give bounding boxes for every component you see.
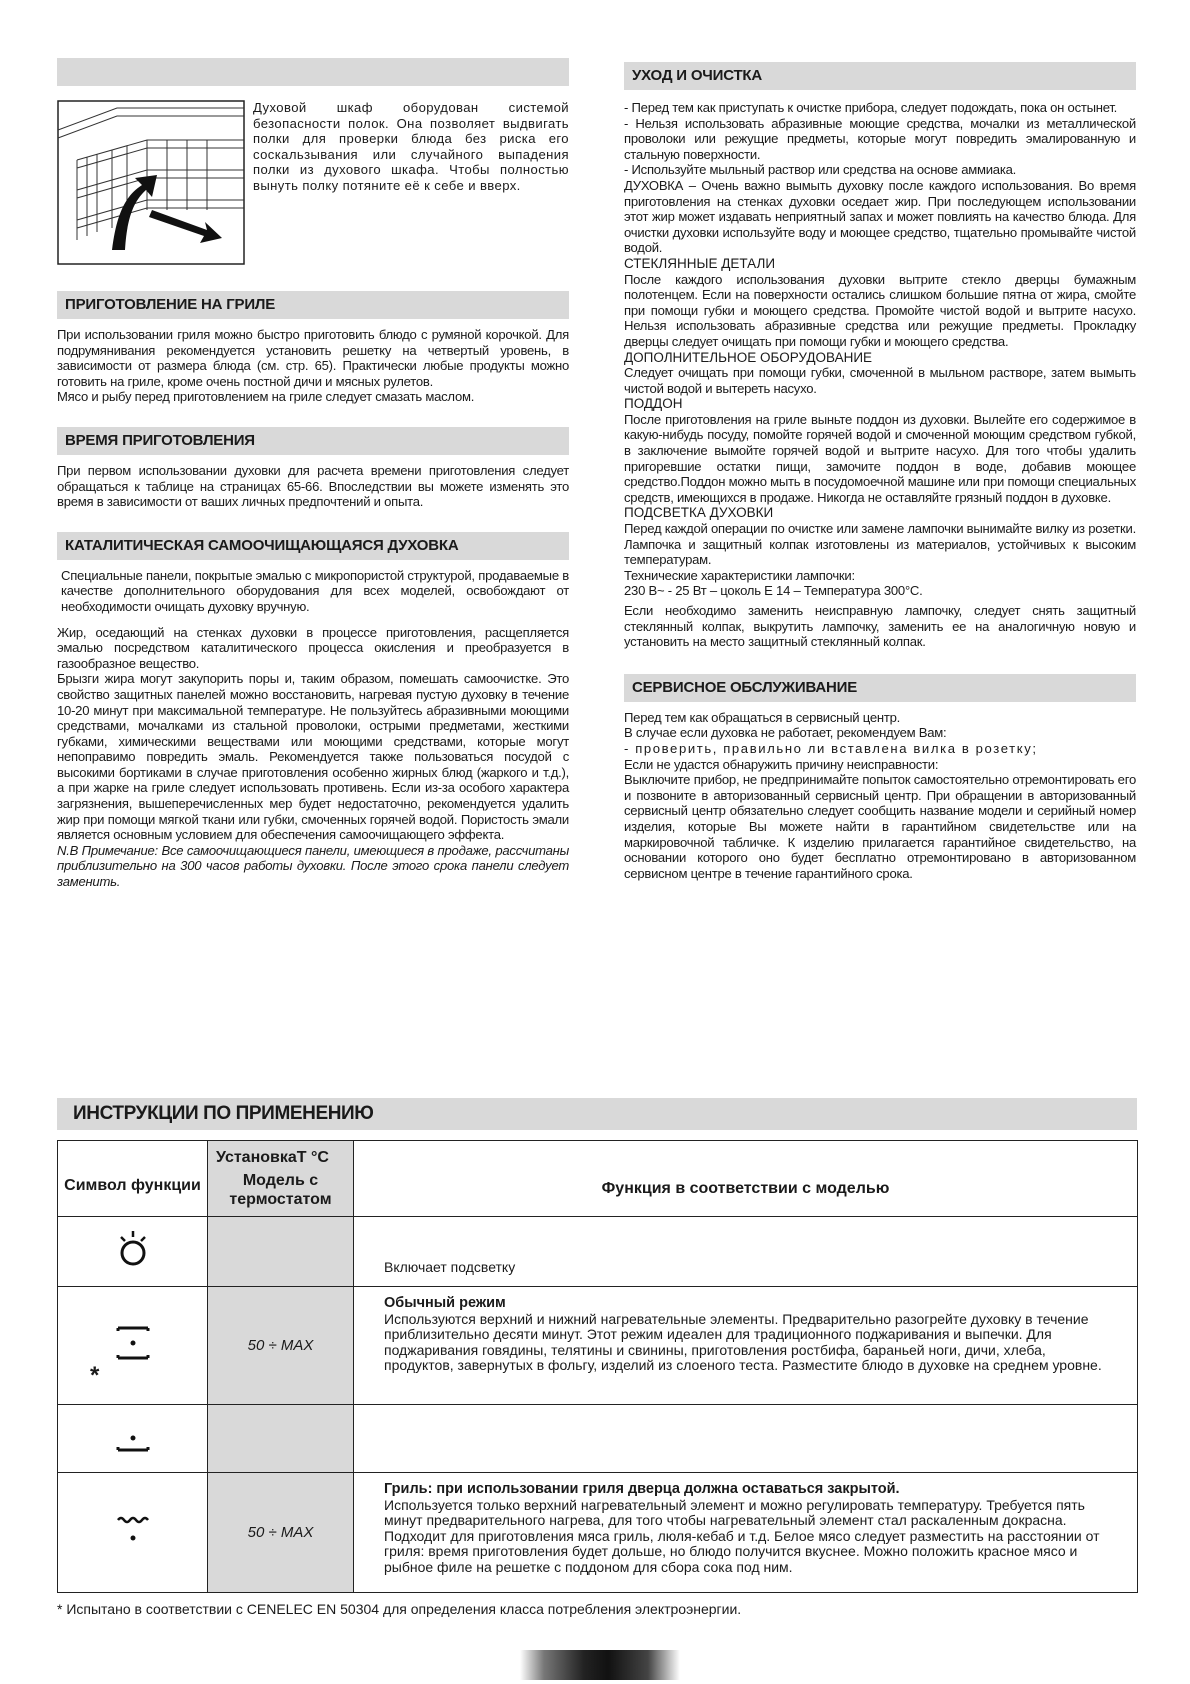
catalytic-section bbox=[57, 532, 569, 890]
function-title: Обычный режим bbox=[384, 1295, 506, 1311]
catalytic-paragraph-1: Специальные панели, покрытые эмалью с микропористой структурой, продаваемые в качестве дополнительного оборудования для всех моделей, освобождают от необходимости очищать духовку вручную. bbox=[61, 567, 569, 614]
instructions-title: ИНСТРУКЦИИ ПО ПРИМЕНЕНИЮ bbox=[57, 1098, 1137, 1130]
symbol-cell bbox=[58, 1217, 208, 1287]
shelf-safety-block bbox=[57, 100, 569, 265]
tray-paragraph: После приготовления на гриле выньте поддон из духовки. Вылейте его содержимое в какую-нибудь посуду, помойте горячей водой и смоченной моющим средством губкой, в заключение вымойте горячей водой и вытрите насухо. Для того чтобы удалить пригоревшие остатки пищи, замочите поддон в воде, добавив моющее средство.Поддон можно мыть в посудомоечной машине или при помощи специальных средств, имеющихся в продаже. Никогда не оставляйте грязный поддон в духовке. bbox=[624, 411, 1136, 505]
accessories-paragraph: Следует очищать при помощи губки, смоченной в мыльном растворе, затем вымыть чистой водой и вытереть насухо. bbox=[624, 365, 1136, 396]
setting-cell bbox=[208, 1217, 354, 1287]
service-line-4: Если не удастся обнаружить причину неисправности: bbox=[624, 756, 939, 772]
time-title: ВРЕМЯ ПРИГОТОВЛЕНИЯ bbox=[57, 427, 569, 455]
table-row bbox=[58, 1405, 1138, 1473]
bottom-heat-icon bbox=[113, 1416, 153, 1456]
care-paragraph-2: - Нельзя использовать абразивные моющие средства, мочалки из металлической проволоки или режущие предметы, которые могут повредить эмалированную и стальную поверхности. bbox=[624, 115, 1136, 162]
accessories-subtitle: ДОПОЛНИТЕЛЬНОЕ ОБОРУДОВАНИЕ bbox=[624, 349, 873, 365]
light-paragraph: Перед каждой операции по очистке или замене лампочки вынимайте вилку из розетки. Лампочка и защитный колпак изготовлены из материалов, устойчивых к высоким температурам. bbox=[624, 521, 1136, 568]
glass-subtitle: СТЕКЛЯННЫЕ ДЕТАЛИ bbox=[624, 255, 776, 271]
service-line-3: - проверить, правильно ли вставлена вилка в розетку; bbox=[624, 740, 1038, 756]
right-column bbox=[624, 62, 1136, 881]
care-paragraph-1: - Перед тем как приступать к очистке прибора, следует подождать, пока он остынет. bbox=[624, 100, 1118, 115]
setting-cell bbox=[208, 1405, 354, 1473]
grill-section bbox=[57, 291, 569, 405]
care-body bbox=[624, 100, 1136, 650]
grill-paragraph-1: При использовании гриля можно быстро приготовить блюдо с румяной корочкой. Для подрумянивания рекомендуется установить решетку на четвертый уровень, в зависимости от размера блюда (см. стр. 65). Практически любые продукты можно готовить на гриле, кроме очень постной дичи и мясных рулетов. bbox=[57, 327, 569, 389]
care-title: УХОД И ОЧИСТКА bbox=[624, 62, 1136, 90]
function-cell bbox=[354, 1473, 1138, 1593]
setting-cell: 50 ÷ MAX bbox=[208, 1473, 354, 1593]
header-setting: УстановкаT °C Модель с термостатом bbox=[208, 1141, 354, 1217]
lamp-specs: 230 В~ - 25 Вт – цоколь Е 14 – Температура 300°C. bbox=[624, 583, 923, 599]
header-symbol: Символ функции bbox=[58, 1141, 208, 1217]
function-cell bbox=[354, 1287, 1138, 1405]
service-paragraph: Выключите прибор, не предпринимайте попыток самостоятельно отремонтировать его и позвоните в авторизованный сервисный центр. При обращении в авторизованный сервисный центр обязательно следует сообщить название модели и серийный номер изделия, которые Вы можете найти в гарантийном свидетельстве или на маркировочной табличке. К изделию прилагается гарантийное свидетельство, на основании которого оно будет бесплатно отремонтировано в авторизованном сервисном центре в течение гарантийного срока. bbox=[624, 772, 1136, 881]
service-line-1: Перед тем как обращаться в сервисный центр. bbox=[624, 709, 901, 725]
table-header-row bbox=[58, 1141, 1138, 1217]
footnote: * Испытано в соответствии с CENELEC EN 50304 для определения класса потребления электроэнергии. bbox=[57, 1601, 742, 1617]
catalytic-note: N.B Примечание: Все самоочищающиеся панели, имеющиеся в продаже, рассчитаны приблизительно на 300 часов работы духовки. После этого срока панели следует заменить. bbox=[57, 842, 569, 890]
glass-paragraph: После каждого использования духовки вытрите стекло дверцы бумажным полотенцем. Если на поверхности остались слишком большие пятна от жира, смойте при помощи губки и моющего средства. Промойте чистой водой и вытрите насухо. Нельзя использовать абразивные средства или режущие предметы. Прокладку дверцы следует очищать при помощи губки и моющего средства. bbox=[624, 271, 1136, 349]
tested-asterisk: * bbox=[90, 1362, 100, 1389]
grill-paragraph-2: Мясо и рыбу перед приготовлением на гриле следует смазать маслом. bbox=[57, 389, 475, 405]
top-bottom-heat-icon bbox=[113, 1318, 153, 1368]
lamp-specs-title: Технические характеристики лампочки: bbox=[624, 567, 855, 583]
table-row bbox=[58, 1217, 1138, 1287]
time-paragraph: При первом использовании духовки для расчета времени приготовления следует обращаться к таблице на страницах 65-66. Впоследствии вы можете изменять это время в зависимости от ваших личных предпочтений и опыта. bbox=[57, 462, 569, 510]
function-text: Используется только верхний нагревательный элемент и можно регулировать температуру. Требуется пять минут предварительного нагрева, для того чтобы нагревательный элемент стал раскаленным докрасна. Подходит для приготовления мяса гриль, люля-кебаб и т.д. Белое мясо следует разместить на расстоянии от гриля: время приготовления будет дольше, но блюдо получится вкуснее. Можно положить красное мясо и рыбное филе на решетке с поддоном для сбора сока под ним. bbox=[384, 1496, 1100, 1575]
symbol-cell bbox=[58, 1287, 208, 1405]
care-oven-paragraph: ДУХОВКА – Очень важно вымыть духовку после каждого использования. Во время приготовления на стенках духовки оседает жир. При последующем использовании этот жир может издавать неприятный запах и может повлиять на качество блюда. Для очистки духовки используйте воду и моющее средство, тщательно промывайте чистой водой. bbox=[624, 177, 1136, 256]
lamp-icon bbox=[118, 1229, 148, 1269]
functions-table bbox=[57, 1140, 1138, 1593]
symbol-cell bbox=[58, 1473, 208, 1593]
light-subtitle: ПОДСВЕТКА ДУХОВКИ bbox=[624, 505, 774, 521]
lamp-replace-paragraph: Если необходимо заменить неисправную лампочку, следует снять защитный стеклянный колпак, выкрутить лампочку, заменить ее на аналогичную новую и установить на место защитный стеклянный колпак. bbox=[624, 603, 1136, 650]
function-cell bbox=[354, 1217, 1138, 1287]
instructions-section bbox=[57, 1098, 1137, 1617]
catalytic-paragraph-3: Брызги жира могут закупорить поры и, таким образом, помешать самоочистке. Это свойство защитных панелей можно восстановить, нагревая пустую духовку в течение 10-20 минут при максимальной температуре. Не пользуйтесь абразивными моющими средствами, мочалками из стальной проволоки, острыми предметами, жесткими губками, химическими веществами или моющими средствами, которые могут непоправимо повредить эмаль. Рекомендуется также пользоваться посудой с высокими бортиками в случае приготовления особенно жирных блюд (жаркого и т.д.), а при жарке на гриле следует использовать противень. Если из-за особого характера загрязнения, вышеперечисленных мер будет недостаточно, рекомендуется удалить жир при помощи мягкой ткани или губки, смоченных горячей водой. Пористость эмали является основным условием для обеспечения самоочищающего эффекта. bbox=[57, 671, 569, 843]
grill-icon bbox=[113, 1510, 153, 1550]
care-paragraph-3: - Используйте мыльный раствор или средства на основе аммиака. bbox=[624, 162, 1017, 178]
oven-shelf-illustration bbox=[57, 100, 245, 265]
service-section bbox=[624, 674, 1136, 882]
function-cell bbox=[354, 1405, 1138, 1473]
catalytic-paragraph-2: Жир, оседающий на стенках духовки в процессе приготовления, расщепляется эмалью посредством каталитического процесса окисления и преобразуется в газообразное вещество. bbox=[57, 624, 569, 671]
catalytic-title: КАТАЛИТИЧЕСКАЯ САМООЧИЩАЮЩАЯСЯ ДУХОВКА bbox=[57, 532, 569, 560]
service-line-2: В случае если духовка не работает, рекомендуем Вам: bbox=[624, 725, 947, 741]
function-title: Гриль: при использовании гриля дверца должна оставаться закрытой. bbox=[384, 1481, 900, 1497]
shelf-safety-text: Духовой шкаф оборудован системой безопасности полок. Она позволяет выдвигать полки для проверки блюда без риска его соскальзывания или случайного выпадения полки из духового шкафа. Чтобы полностью вынуть полку потяните её к себе и вверх. bbox=[253, 100, 569, 193]
time-section bbox=[57, 427, 569, 510]
tray-subtitle: ПОДДОН bbox=[624, 396, 683, 412]
setting-cell: 50 ÷ MAX bbox=[208, 1287, 354, 1405]
header-function: Функция в соответствии с моделью bbox=[354, 1141, 1138, 1217]
symbol-cell bbox=[58, 1405, 208, 1473]
table-row bbox=[58, 1473, 1138, 1593]
table-row bbox=[58, 1287, 1138, 1405]
blank-section-header bbox=[57, 58, 569, 86]
function-text: Используются верхний и нижний нагревательные элементы. Предварительно разогрейте духовку в течение приблизительно десяти минут. Этот режим идеален для традиционного поджаривания и выпечки. Для поджаривания говядины, телятины и свинины, приготовления ростбифа, бараньей ноги, дичи, хлеба, продуктов, завернутых в фольгу, изделий из слоеного теста. Разместите блюдо в духовке на среднем уровне. bbox=[384, 1310, 1102, 1374]
function-text: Включает подсветку bbox=[384, 1259, 516, 1276]
left-column bbox=[57, 58, 569, 890]
page-number-bar bbox=[520, 1650, 680, 1680]
service-title: СЕРВИСНОЕ ОБСЛУЖИВАНИЕ bbox=[624, 674, 1136, 702]
grill-title: ПРИГОТОВЛЕНИЕ НА ГРИЛЕ bbox=[57, 291, 569, 319]
